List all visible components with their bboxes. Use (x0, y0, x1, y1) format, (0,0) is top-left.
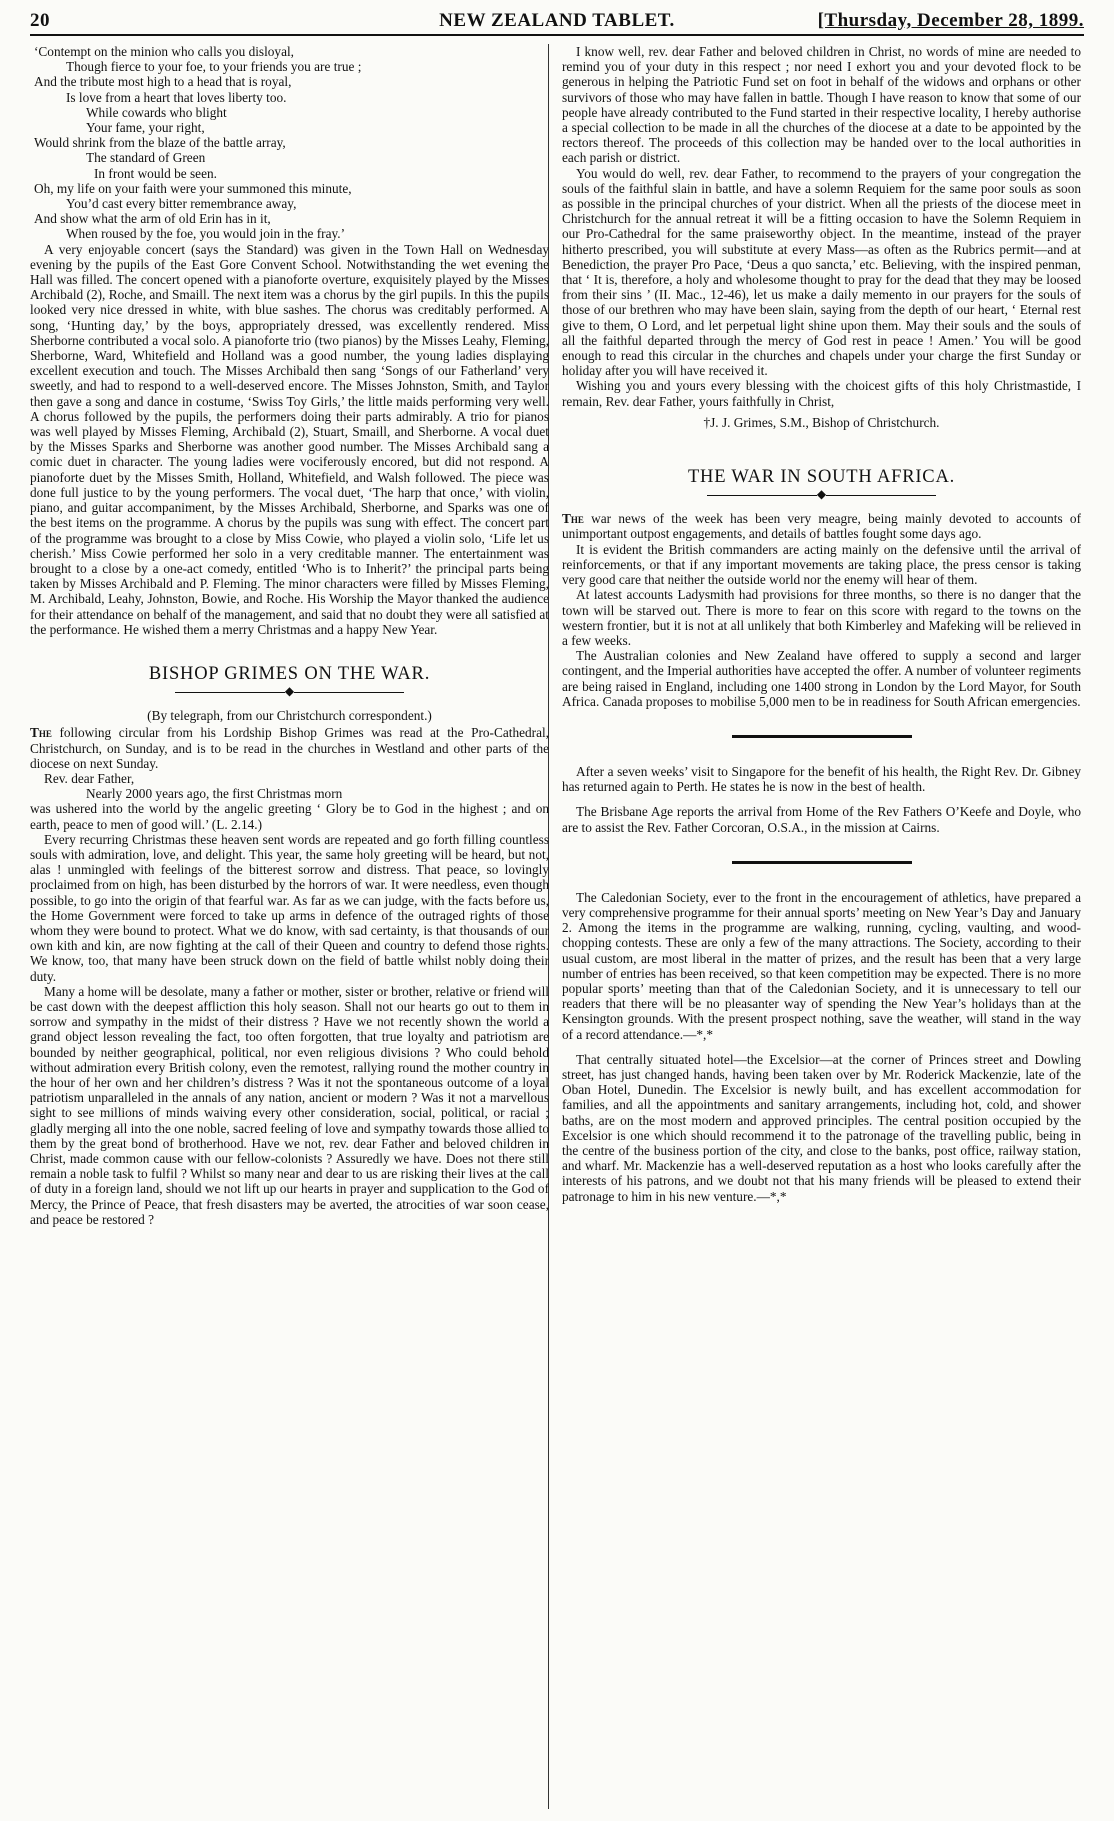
poem-line: When roused by the foe, you would join in the fray.’ (66, 226, 346, 242)
bishop-paragraph-3: Many a home will be desolate, many a father or mother, sister or brother, relative or friend will be cast down with the deepest affliction this holy season. Shall not our hearts go out to them in sorrow and sympathy in the midst of their distress ? Have we not recently shown the world a grand object lesson revealing the fact, too often forgotten, that true loyalty and patriotism are bounded by neither geographical, political, nor even religious divisions ? Who could behold without admiration every British colony, even the remotest, rallying round the mother country in the hour of her own and her children’s distress ? Was it not the spontaneous outcome of a loyal patriotism unparalleled in the annals of any nation, ancient or modern ? Was it not a marvellous sight to see millions of minds waiving every other consideration, social, political, or racial ; gladly merging all into the one noble, sacred feeling of love and sympathy towards those allied to them by the great bond of brotherhood. Have we not, rev. dear Father and beloved children in Christ, made common cause with our fellow-colonists ? Assuredly we have. Does not there still remain a noble task to fulfil ? Whilst so many near and dear to us are risking their lives at the call of duty in a foreign land, should we not lift up our hearts in prayer and supplication to the God of Mercy, the Prince of Peace, that fresh disasters may be averted, the atrocities of war soon cease, and peace be restored ? (30, 983, 549, 1227)
issue-date: [Thursday, December 28, 1899. (817, 10, 1084, 31)
war-paragraph-4: The Australian colonies and New Zealand have offered to supply a second and larger contingent, and the Imperial authorities have accepted the offer. A number of volunteer regiments are being raised in England, including one 1400 strong in London by the Lord Mayor, for South Africa. Canada proposes to mobilise 5,000 men to be in readiness for South African emergencies. (562, 648, 1081, 709)
right-column (562, 44, 1081, 1814)
bishop-heading: BISHOP GRIMES ON THE WAR. (148, 663, 431, 684)
publication-title: NEW ZEALAND TABLET. (439, 10, 675, 31)
bishop-paragraph-4: I know well, rev. dear Father and beloved children in Christ, no words of mine are needed to remind you of your duty in this respect ; nor need I exhort you and your devoted flock to be generous in helping the Patriotic Fund set on foot in behalf of the widows and orphans or other survivors of those who may have fallen in battle. Though I have reason to know that some of our people have already contributed to the Fund started in their respective locality, I hereby authorise a special collection to be made in all the churches of the diocese at a date to be appointed by the rectors thereof. The proceeds of this collection may be handed over to the local authorities in each parish or district. (562, 44, 1081, 166)
war-paragraph-2: It is evident the British commanders are acting mainly on the defensive until the arrival of reinforcements, or that if any important movements are taking place, the press censor is taking very good care that neither the outside world nor the enemy will hear of them. (562, 541, 1081, 588)
bishop-intro-lead: The (30, 725, 52, 741)
war-text-1: war news of the week has been very meagre, being mainly devoted to accounts of unimportant outpost engagements, and details of battles fought some days ago. (562, 511, 1081, 542)
poem-line: And show what the arm of old Erin has in it, (34, 211, 271, 227)
war-paragraph-1 (562, 511, 1081, 541)
gibney-note: After a seven weeks’ visit to Singapore for the benefit of his health, the Right Rev. Dr. Gibney has returned again to Perth. He states he is now in the best of health. (562, 763, 1081, 795)
brisbane-note: The Brisbane Age reports the arrival from Home of the Rev Fathers O’Keefe and Doyle, who are to assist the Rev. Father Corcoran, O.S.A., in the mission at Cairns. (562, 804, 1081, 835)
poem-line: You’d cast every bitter remembrance away, (66, 196, 297, 212)
left-column (30, 44, 549, 1814)
bishop-signature: †J. J. Grimes, S.M., Bishop of Christchurch. (703, 414, 940, 430)
war-lead: The (562, 511, 584, 527)
section-rule (732, 735, 912, 738)
salutation: Rev. dear Father, (44, 770, 135, 786)
war-paragraph-3: At latest accounts Ladysmith had provisions for three months, so there is no danger that the town will be starved out. There is more to fear on this score with regard to the towns on the western frontier, but it is not at all unlikely that both Kimberley and Mafeking will be relieved in a few weeks. (562, 587, 1081, 648)
section-rule (732, 861, 912, 864)
poem-line: While cowards who blight (86, 104, 227, 120)
bishop-intro (30, 725, 549, 771)
poem-line: Oh, my life on your faith were your summoned this minute, (34, 180, 352, 196)
bishop-paragraph-2: Every recurring Christmas these heaven sent words are repeated and go forth filling countless souls with admiration, love, and delight. This year, the same holy greeting will be heard, but not, alas ! unmingled with feelings of the bitterest sorrow and distress. That peace, so lovingly proclaimed from on high, has been disturbed by the horrors of war. It were needless, even though possible, to go into the origin of that fearful war. As far as we can judge, with the facts before us, the Home Government were forced to take up arms in defence of the outraged rights of those whom they were bound to protect. What we do know, with sad certainty, is that thousands of our own kith and kin, are now fighting at the call of their Queen and country to defend those rights. We know, too, that many have been struck down on the field of battle whilst nobly doing their duty. (30, 831, 549, 984)
poem-line: And the tribute most high to a head that is royal, (34, 74, 292, 90)
ornament-divider: ◆ (30, 684, 549, 698)
poem-line: Is love from a heart that loves liberty too. (66, 89, 287, 105)
poem-line: Though fierce to your foe, to your friends you are true ; (66, 59, 362, 75)
concert-paragraph: A very enjoyable concert (says the Standard) was given in the Town Hall on Wednesday evening by the pupils of the East Gore Convent School. Notwithstanding the wet evening the Hall was filled. The concert opened with a pianoforte overture, exquisitely played by the Misses Archibald (2), Roche, and Smaill. The next item was a chorus by the girl pupils. In this the pupils looked very nice dressed in white, with blue sashes. The chorus was creditably performed. A song, ‘Hunting day,’ by the boys, appropriately dressed, was excellently rendered. Miss Sherborne contributed a vocal solo. A pianoforte trio (two pianos) by the Misses Leahy, Fleming, Sherborne, Ward, Whitefield and Holland was a good number, the young ladies displaying excellent execution and touch. The Misses Archibald then sang ‘Songs of our Fatherland’ very sweetly, and had to respond to a well-deserved encore. The Misses Johnston, Smith, and Taylor then gave a song and dance in costume, ‘Swiss Toy Girls,’ the little maids performing very well. A chorus followed by the pupils, the performers doing their parts admirably. A trio for pianos was well played by Misses Fleming, Archibald (2), Stuart, Smaill, and Sherborne. A vocal duet by the Misses Sparks and Sherborne was another good number. The Misses Archibald sang a comic duet in character. The young ladies were vociferously encored, but did not respond. A pianoforte duet by the Misses Smith, Holland, Whitefield, and Walsh followed. The piece was done full justice to by the young performers. The vocal duet, ‘The harp that once,’ with violin, piano, and guitar accompaniment, by the Misses Archibald, Sherborne, and Sparks was one of the best items on the programme. A chorus by the pupils was sung with effect. The concert part of the programme was brought to a close by Miss Cowie, who played a violin solo, ‘Life let us cherish.’ Miss Cowie performed her solo in a very creditable manner. The entertainment was brought to a close by a one-act comedy, entitled ‘Who is to Inherit?’ the principal parts being taken by Misses Archibald and P. Fleming. The minor characters were filled by Misses Fleming, M. Archibald, Leahy, Johnston, Bowie, and Roche. His Worship the Mayor thanked the audience for their attendance on behalf of the management, and said that no doubt they were all satisfied at the performance. He wished them a merry Christmas and a happy New Year. (30, 241, 549, 637)
bishop-paragraph-5: You would do well, rev. dear Father, to recommend to the prayers of your congregation the souls of the faithful slain in battle, and have a solemn Requiem for the same poor souls as soon as possible in the principal churches of your district. When all the priests of the diocese meet in Christchurch for the annual retreat it will be a fitting occasion to have the Solemn Requiem in our Pro-Cathedral for the same praiseworthy object. In the meantime, instead of the prayer hitherto prescribed, you will substitute at every Mass—as often as the Rubrics permit—and at Benediction, the prayer Pro Pace, ‘Deus a quo sancta,’ etc. Believing, with the inspired penman, that ‘ It is, therefore, a holy and wholesome thought to pray for the dead that they may be loosed from their sins ’ (II. Mac., 12-46), let us make a daily memento in our prayers for the souls of those of our brethren who may have been slain, saying from the depth of our heart, ‘ Eternal rest give to them, O Lord, and let perpetual light shine upon them. May their souls and the souls of all the faithful departed through the mercy of God rest in peace ! Amen.’ You will be good enough to read this circular in the churches and chapels under your charge the first Sunday or holiday after you will have received it. (562, 165, 1081, 379)
poem-line: The standard of Green (86, 150, 206, 166)
poem-line: Would shrink from the blaze of the battle array, (34, 135, 286, 151)
ornament-divider: ◆ (562, 487, 1081, 501)
page-number: 20 (30, 10, 50, 31)
poem-line: Your fame, your right, (86, 120, 205, 136)
masthead (30, 8, 1084, 36)
nearly-line: Nearly 2000 years ago, the first Christmas morn (86, 786, 343, 802)
excelsior-note: That centrally situated hotel—the Excelsior—at the corner of Princes street and Dowling street, has just changed hands, having been taken over by Mr. Roderick Mackenzie, late of the Oban Hotel, Dunedin. The Excelsior is newly built, and has excellent accommodation for families, and all the appointments and sanitary arrangements, including hot, cold, and shower baths, are on the most modern and approved principles. The central position occupied by the Excelsior is one which should recommend it to the patronage of the travelling public, being in the centre of the business portion of the city, and close to the banks, post office, railway station, and wharf. Mr. Mackenzie has a well-deserved reputation as a host who looks carefully after the interests of his patrons, and we doubt not that his many friends will be pleased to extend their patronage to him in his new venture.—*,* (562, 1051, 1081, 1204)
bishop-intro-text: following circular from his Lordship Bishop Grimes was read at the Pro-Cathedral, Christchurch, on Sunday, and is to be read in the churches in Westland and other parts of the diocese on next Sunday. (30, 725, 549, 771)
poem (30, 44, 549, 242)
poem-line: ‘Contempt on the minion who calls you disloyal, (34, 44, 295, 59)
bishop-paragraph-6: Wishing you and yours every blessing with the choicest gifts of this holy Christmastide, I remain, Rev. dear Father, yours faithfully in Christ, (562, 378, 1081, 409)
caledonian-note: The Caledonian Society, ever to the front in the encouragement of athletics, have prepared a very comprehensive programme for their annual sports’ meeting on New Year’s Day and January 2. Among the items in the programme are walking, running, cycling, vaulting, and wood-chopping contests. These are only a few of the many attractions. The Society, according to their usual custom, are most liberal in the matter of prizes, and the result has been that a very large number of entries has been received, so that keen competition may be expected. There is no more popular sports’ meeting than that of the Caledonian Society, and it is unnecessary to tell our readers that there will be no pleasanter way of spending the New Year’s holidays than at the Kensington grounds. With the present prospect nothing, save the weather, will stand in the way of a record attendance.—*,* (562, 889, 1081, 1042)
war-heading: THE WAR IN SOUTH AFRICA. (687, 467, 956, 488)
poem-line: In front would be seen. (94, 165, 217, 181)
bishop-paragraph-1: was ushered into the world by the angelic greeting ‘ Glory be to God in the highest ; and on earth, peace to men of good will.’ (L. 2.14.) (30, 801, 549, 832)
bishop-byline: (By telegraph, from our Christchurch correspondent.) (147, 708, 432, 724)
